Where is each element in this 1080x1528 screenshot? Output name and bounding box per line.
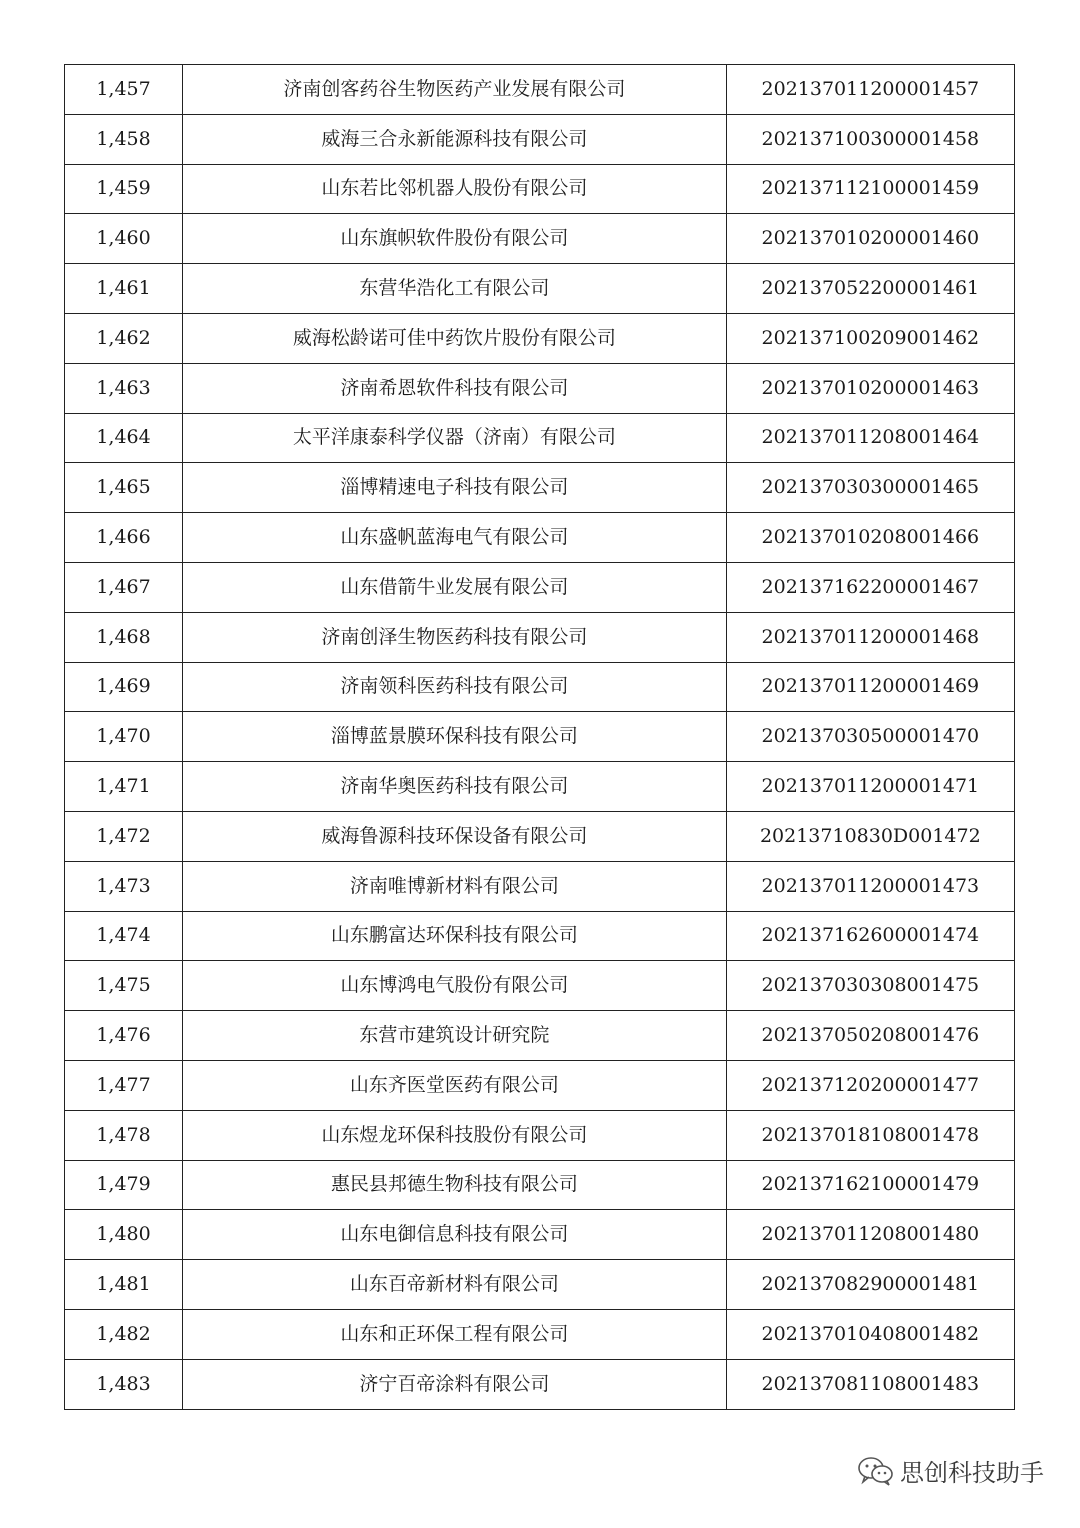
table-row — [65, 513, 1015, 563]
row-company-name-cell: 山东和正环保工程有限公司 — [183, 1309, 727, 1359]
table-row — [65, 463, 1015, 513]
row-company-name-cell: 山东鹏富达环保科技有限公司 — [183, 911, 727, 961]
row-code-cell: 202137081108001483 — [726, 1359, 1014, 1409]
row-seq-cell: 1,469 — [65, 662, 183, 712]
row-code-cell: 202137030500001470 — [726, 712, 1014, 762]
table-row — [65, 562, 1015, 612]
company-list-table — [64, 64, 1015, 1410]
table-row — [65, 1359, 1015, 1409]
row-code-cell: 202137112100001459 — [726, 164, 1014, 214]
table-row — [65, 861, 1015, 911]
row-seq-cell: 1,470 — [65, 712, 183, 762]
row-seq-cell: 1,480 — [65, 1210, 183, 1260]
row-seq-cell: 1,463 — [65, 363, 183, 413]
row-code-cell: 202137011208001480 — [726, 1210, 1014, 1260]
row-company-name-cell: 济南华奥医药科技有限公司 — [183, 762, 727, 812]
row-company-name-cell: 山东博鸿电气股份有限公司 — [183, 961, 727, 1011]
row-seq-cell: 1,459 — [65, 164, 183, 214]
row-company-name-cell: 山东盛帆蓝海电气有限公司 — [183, 513, 727, 563]
row-seq-cell: 1,477 — [65, 1060, 183, 1110]
row-code-cell: 202137011200001457 — [726, 65, 1014, 115]
row-company-name-cell: 东营华浩化工有限公司 — [183, 264, 727, 314]
watermark-label: 思创科技助手 — [900, 1459, 1044, 1487]
row-company-name-cell: 威海三合永新能源科技有限公司 — [183, 114, 727, 164]
table-row — [65, 1060, 1015, 1110]
row-seq-cell: 1,483 — [65, 1359, 183, 1409]
row-company-name-cell: 济南唯博新材料有限公司 — [183, 861, 727, 911]
row-seq-cell: 1,458 — [65, 114, 183, 164]
row-company-name-cell: 济南希恩软件科技有限公司 — [183, 363, 727, 413]
table-row — [65, 762, 1015, 812]
row-code-cell: 202137052200001461 — [726, 264, 1014, 314]
row-company-name-cell: 山东齐医堂医药有限公司 — [183, 1060, 727, 1110]
table-row — [65, 712, 1015, 762]
row-company-name-cell: 淄博蓝景膜环保科技有限公司 — [183, 712, 727, 762]
row-code-cell: 202137011200001469 — [726, 662, 1014, 712]
row-code-cell: 202137011200001468 — [726, 612, 1014, 662]
table-row — [65, 214, 1015, 264]
table-row — [65, 612, 1015, 662]
table-row — [65, 961, 1015, 1011]
row-seq-cell: 1,460 — [65, 214, 183, 264]
row-seq-cell: 1,466 — [65, 513, 183, 563]
table-row — [65, 313, 1015, 363]
row-company-name-cell: 济南领科医药科技有限公司 — [183, 662, 727, 712]
row-company-name-cell: 济南创泽生物医药科技有限公司 — [183, 612, 727, 662]
row-seq-cell: 1,473 — [65, 861, 183, 911]
row-company-name-cell: 济宁百帝涂料有限公司 — [183, 1359, 727, 1409]
row-seq-cell: 1,462 — [65, 313, 183, 363]
row-company-name-cell: 山东煜龙环保科技股份有限公司 — [183, 1110, 727, 1160]
row-company-name-cell: 东营市建筑设计研究院 — [183, 1011, 727, 1061]
row-company-name-cell: 威海松龄诺可佳中药饮片股份有限公司 — [183, 313, 727, 363]
table-row — [65, 911, 1015, 961]
row-seq-cell: 1,482 — [65, 1309, 183, 1359]
row-seq-cell: 1,468 — [65, 612, 183, 662]
row-code-cell: 202137100300001458 — [726, 114, 1014, 164]
row-code-cell: 20213710830D001472 — [726, 811, 1014, 861]
row-seq-cell: 1,474 — [65, 911, 183, 961]
row-code-cell: 202137100209001462 — [726, 313, 1014, 363]
table-row — [65, 264, 1015, 314]
table-row — [65, 65, 1015, 115]
row-code-cell: 202137010208001466 — [726, 513, 1014, 563]
row-company-name-cell: 惠民县邦德生物科技有限公司 — [183, 1160, 727, 1210]
row-code-cell: 202137162200001467 — [726, 562, 1014, 612]
row-seq-cell: 1,467 — [65, 562, 183, 612]
table-row — [65, 662, 1015, 712]
row-seq-cell: 1,465 — [65, 463, 183, 513]
row-code-cell: 202137120200001477 — [726, 1060, 1014, 1110]
row-seq-cell: 1,479 — [65, 1160, 183, 1210]
watermark — [858, 1453, 1044, 1488]
row-code-cell: 202137010200001463 — [726, 363, 1014, 413]
row-code-cell: 202137011200001471 — [726, 762, 1014, 812]
row-company-name-cell: 山东电御信息科技有限公司 — [183, 1210, 727, 1260]
table-row — [65, 164, 1015, 214]
table-row — [65, 1011, 1015, 1061]
row-seq-cell: 1,461 — [65, 264, 183, 314]
row-company-name-cell: 山东旗帜软件股份有限公司 — [183, 214, 727, 264]
row-code-cell: 202137050208001476 — [726, 1011, 1014, 1061]
row-seq-cell: 1,475 — [65, 961, 183, 1011]
row-company-name-cell: 山东若比邻机器人股份有限公司 — [183, 164, 727, 214]
table-row — [65, 1210, 1015, 1260]
table-row — [65, 1260, 1015, 1310]
row-seq-cell: 1,472 — [65, 811, 183, 861]
row-code-cell: 202137011200001473 — [726, 861, 1014, 911]
table-row — [65, 413, 1015, 463]
row-code-cell: 202137011208001464 — [726, 413, 1014, 463]
row-company-name-cell: 太平洋康泰科学仪器（济南）有限公司 — [183, 413, 727, 463]
row-code-cell: 202137162100001479 — [726, 1160, 1014, 1210]
row-seq-cell: 1,481 — [65, 1260, 183, 1310]
table-row — [65, 811, 1015, 861]
row-code-cell: 202137030308001475 — [726, 961, 1014, 1011]
row-seq-cell: 1,457 — [65, 65, 183, 115]
row-company-name-cell: 山东借箭牛业发展有限公司 — [183, 562, 727, 612]
row-seq-cell: 1,471 — [65, 762, 183, 812]
table-row — [65, 1309, 1015, 1359]
table-row — [65, 363, 1015, 413]
table-row — [65, 1110, 1015, 1160]
row-code-cell: 202137030300001465 — [726, 463, 1014, 513]
table-row — [65, 1160, 1015, 1210]
row-company-name-cell: 济南创客药谷生物医药产业发展有限公司 — [183, 65, 727, 115]
row-company-name-cell: 山东百帝新材料有限公司 — [183, 1260, 727, 1310]
table-body — [65, 65, 1015, 1410]
row-company-name-cell: 威海鲁源科技环保设备有限公司 — [183, 811, 727, 861]
table-row — [65, 114, 1015, 164]
row-seq-cell: 1,476 — [65, 1011, 183, 1061]
row-code-cell: 202137082900001481 — [726, 1260, 1014, 1310]
row-code-cell: 202137010408001482 — [726, 1309, 1014, 1359]
row-seq-cell: 1,464 — [65, 413, 183, 463]
row-code-cell: 202137162600001474 — [726, 911, 1014, 961]
wechat-icon — [858, 1456, 894, 1486]
row-company-name-cell: 淄博精速电子科技有限公司 — [183, 463, 727, 513]
row-code-cell: 202137018108001478 — [726, 1110, 1014, 1160]
row-code-cell: 202137010200001460 — [726, 214, 1014, 264]
row-seq-cell: 1,478 — [65, 1110, 183, 1160]
